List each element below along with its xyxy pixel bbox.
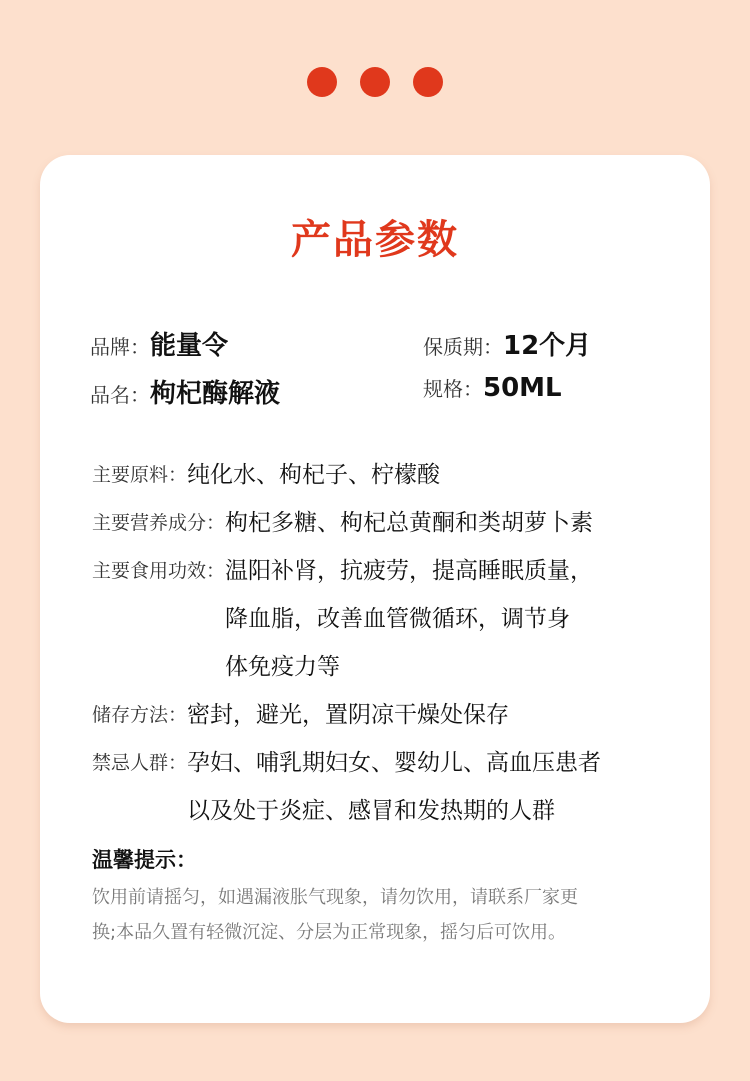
detail-ingredients-label: 主要原料： [92, 464, 188, 486]
spec-shelf-life-value: 12个月 [503, 331, 592, 361]
product-parameters-card [40, 155, 710, 1023]
detail-ingredients-value [187, 451, 440, 499]
spec-product-name-value: 枸杞酶解液 [150, 379, 281, 409]
detail-storage-label: 储存方法： [92, 704, 188, 726]
spec-shelf-life-label: 保质期： [423, 335, 503, 359]
spec-brand-value: 能量令 [150, 331, 229, 361]
detail-effects-value [225, 547, 593, 691]
spec-spec [423, 373, 562, 403]
spec-brand [90, 325, 228, 362]
tips-line: 饮用前请摇匀，如遇漏液胀气现象，请勿饮用，请联系厂家更 [92, 887, 578, 908]
tips-text [92, 880, 662, 950]
detail-storage [92, 691, 509, 739]
detail-contraindications-label: 禁忌人群： [92, 752, 188, 774]
detail-line: 温阳补肾，抗疲劳，提高睡眠质量， [225, 558, 594, 584]
spec-spec-label: 规格： [423, 377, 483, 401]
page-title: 产品参数 [291, 217, 459, 263]
detail-effects [92, 547, 593, 691]
detail-line: 体免疫力等 [225, 654, 341, 680]
detail-ingredients [92, 451, 440, 499]
spec-shelf-life [423, 325, 591, 362]
detail-nutrients-label: 主要营养成分： [92, 512, 226, 534]
dot-icon [413, 67, 443, 97]
detail-line: 密封，避光，置阴凉干燥处保存 [187, 702, 510, 728]
tips-line: 换;本品久置有轻微沉淀、分层为正常现象，摇匀后可饮用。 [92, 922, 567, 943]
spec-product-name-label: 品名： [90, 383, 150, 407]
decorative-dots [307, 67, 443, 97]
dot-icon [360, 67, 390, 97]
dot-icon [307, 67, 337, 97]
detail-nutrients-value [225, 499, 593, 547]
tips-title: 温馨提示： [92, 848, 197, 872]
detail-line: 枸杞多糖、枸杞总黄酮和类胡萝卜素 [225, 510, 594, 536]
detail-contraindications [92, 739, 601, 835]
detail-effects-label: 主要食用功效： [92, 560, 226, 582]
detail-storage-value [187, 691, 509, 739]
detail-nutrients [92, 499, 593, 547]
detail-line: 孕妇、哺乳期妇女、婴幼儿、高血压患者 [187, 750, 602, 776]
detail-line: 降血脂，改善血管微循环，调节身 [225, 606, 571, 632]
spec-brand-label: 品牌： [90, 335, 150, 359]
spec-spec-value: 50ML [483, 373, 562, 403]
spec-product-name [90, 373, 280, 410]
detail-line: 以及处于炎症、感冒和发热期的人群 [187, 798, 556, 824]
detail-contraindications-value [187, 739, 601, 835]
detail-line: 纯化水、枸杞子、柠檬酸 [187, 462, 441, 488]
